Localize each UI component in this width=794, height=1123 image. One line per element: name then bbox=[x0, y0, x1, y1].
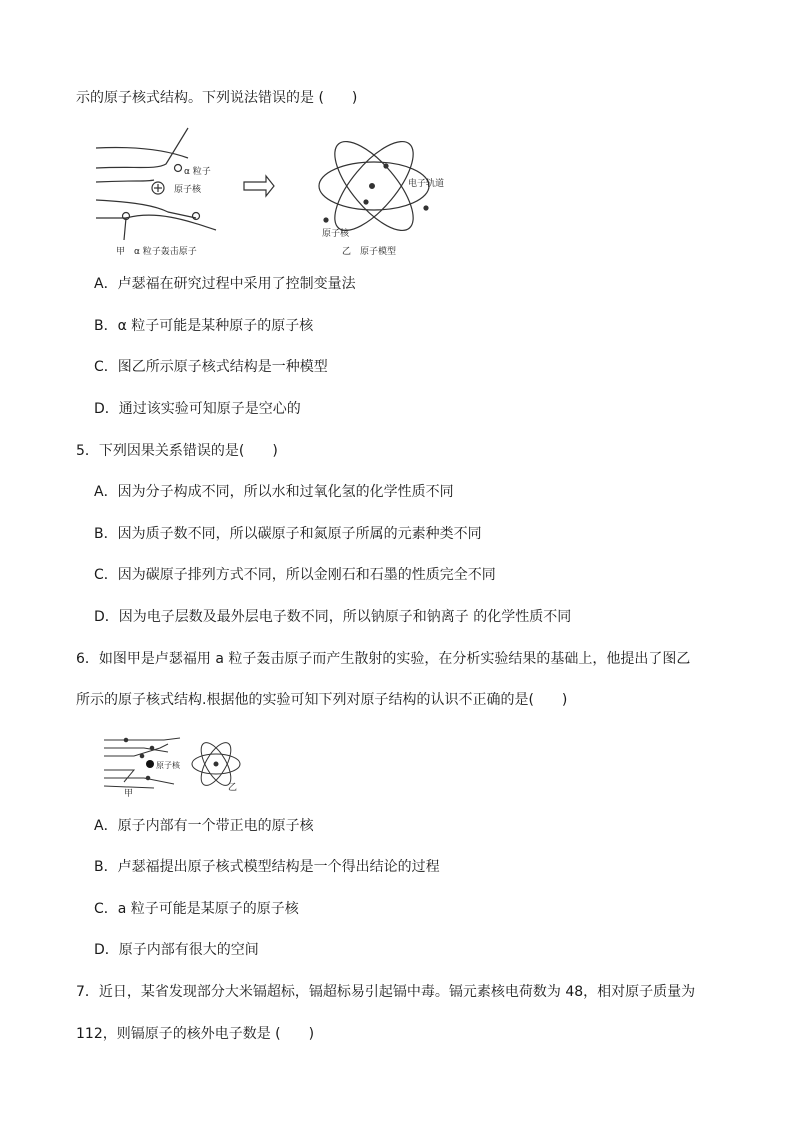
nucleus-dot bbox=[146, 760, 154, 768]
q5-option-c[interactable]: C．因为碳原子排列方式不同，所以金刚石和石墨的性质完全不同 bbox=[94, 567, 496, 583]
q6-option-b[interactable]: B．卢瑟福提出原子核式模型结构是一个得出结论的过程 bbox=[94, 859, 440, 875]
alpha-scattering-diagram bbox=[96, 128, 216, 240]
q6-option-c[interactable]: C．a 粒子可能是某原子的原子核 bbox=[94, 901, 299, 917]
q6-figure bbox=[104, 734, 254, 798]
q4-option-b[interactable]: B．α 粒子可能是某种原子的原子核 bbox=[94, 318, 314, 334]
q6-option-d[interactable]: D．原子内部有很大的空间 bbox=[94, 942, 259, 958]
q5-stem: 5．下列因果关系错误的是( ) bbox=[76, 443, 278, 459]
q4-option-a[interactable]: A．卢瑟福在研究过程中采用了控制变量法 bbox=[94, 276, 356, 292]
q4-option-c[interactable]: C．图乙所示原子核式结构是一种模型 bbox=[94, 359, 328, 375]
q6-stem-line1: 6．如图甲是卢瑟福用 a 粒子轰击原子而产生散射的实验，在分析实验结果的基础上，他提出了图乙 bbox=[76, 651, 691, 667]
q5-option-d[interactable]: D．因为电子层数及最外层电子数不同，所以钠原子和钠离子 的化学性质不同 bbox=[94, 609, 572, 625]
q7-stem-line2: 112，则镉原子的核外电子数是 ( ) bbox=[76, 1026, 315, 1042]
q5-option-b[interactable]: B．因为质子数不同，所以碳原子和氮原子所属的元素种类不同 bbox=[94, 526, 482, 542]
caption-yi: 乙 原子模型 bbox=[342, 247, 397, 257]
caption-jia: 甲 α 粒子轰击原子 bbox=[116, 247, 197, 257]
q4-option-d[interactable]: D．通过该实验可知原子是空心的 bbox=[94, 401, 301, 417]
q6-stem-line2: 所示的原子核式结构.根据他的实验可知下列对原子结构的认识不正确的是( ) bbox=[76, 692, 568, 708]
q6-jia-label: 甲 bbox=[124, 789, 134, 798]
arrow-icon bbox=[244, 176, 274, 196]
q7-stem-line1: 7．近日，某省发现部分大米镉超标，镉超标易引起镉中毒。镉元素核电荷数为 48，相对原子质量为 bbox=[76, 984, 696, 1000]
q6-nucleus-label: 原子核 bbox=[156, 761, 180, 770]
nucleus-label-yi: 原子核 bbox=[322, 229, 350, 239]
nucleus-label-jia: 原子核 bbox=[174, 185, 202, 195]
q6-option-a[interactable]: A．原子内部有一个带正电的原子核 bbox=[94, 818, 314, 834]
q4-figure bbox=[96, 120, 456, 260]
q5-option-a[interactable]: A．因为分子构成不同，所以水和过氧化氢的化学性质不同 bbox=[94, 484, 454, 500]
orbit-label: 电子轨道 bbox=[408, 179, 445, 189]
q4-intro: 示的原子核式结构。下列说法错误的是 ( ) bbox=[76, 90, 358, 106]
alpha-label: α 粒子 bbox=[184, 167, 211, 177]
q6-yi-label: 乙 bbox=[228, 783, 238, 793]
